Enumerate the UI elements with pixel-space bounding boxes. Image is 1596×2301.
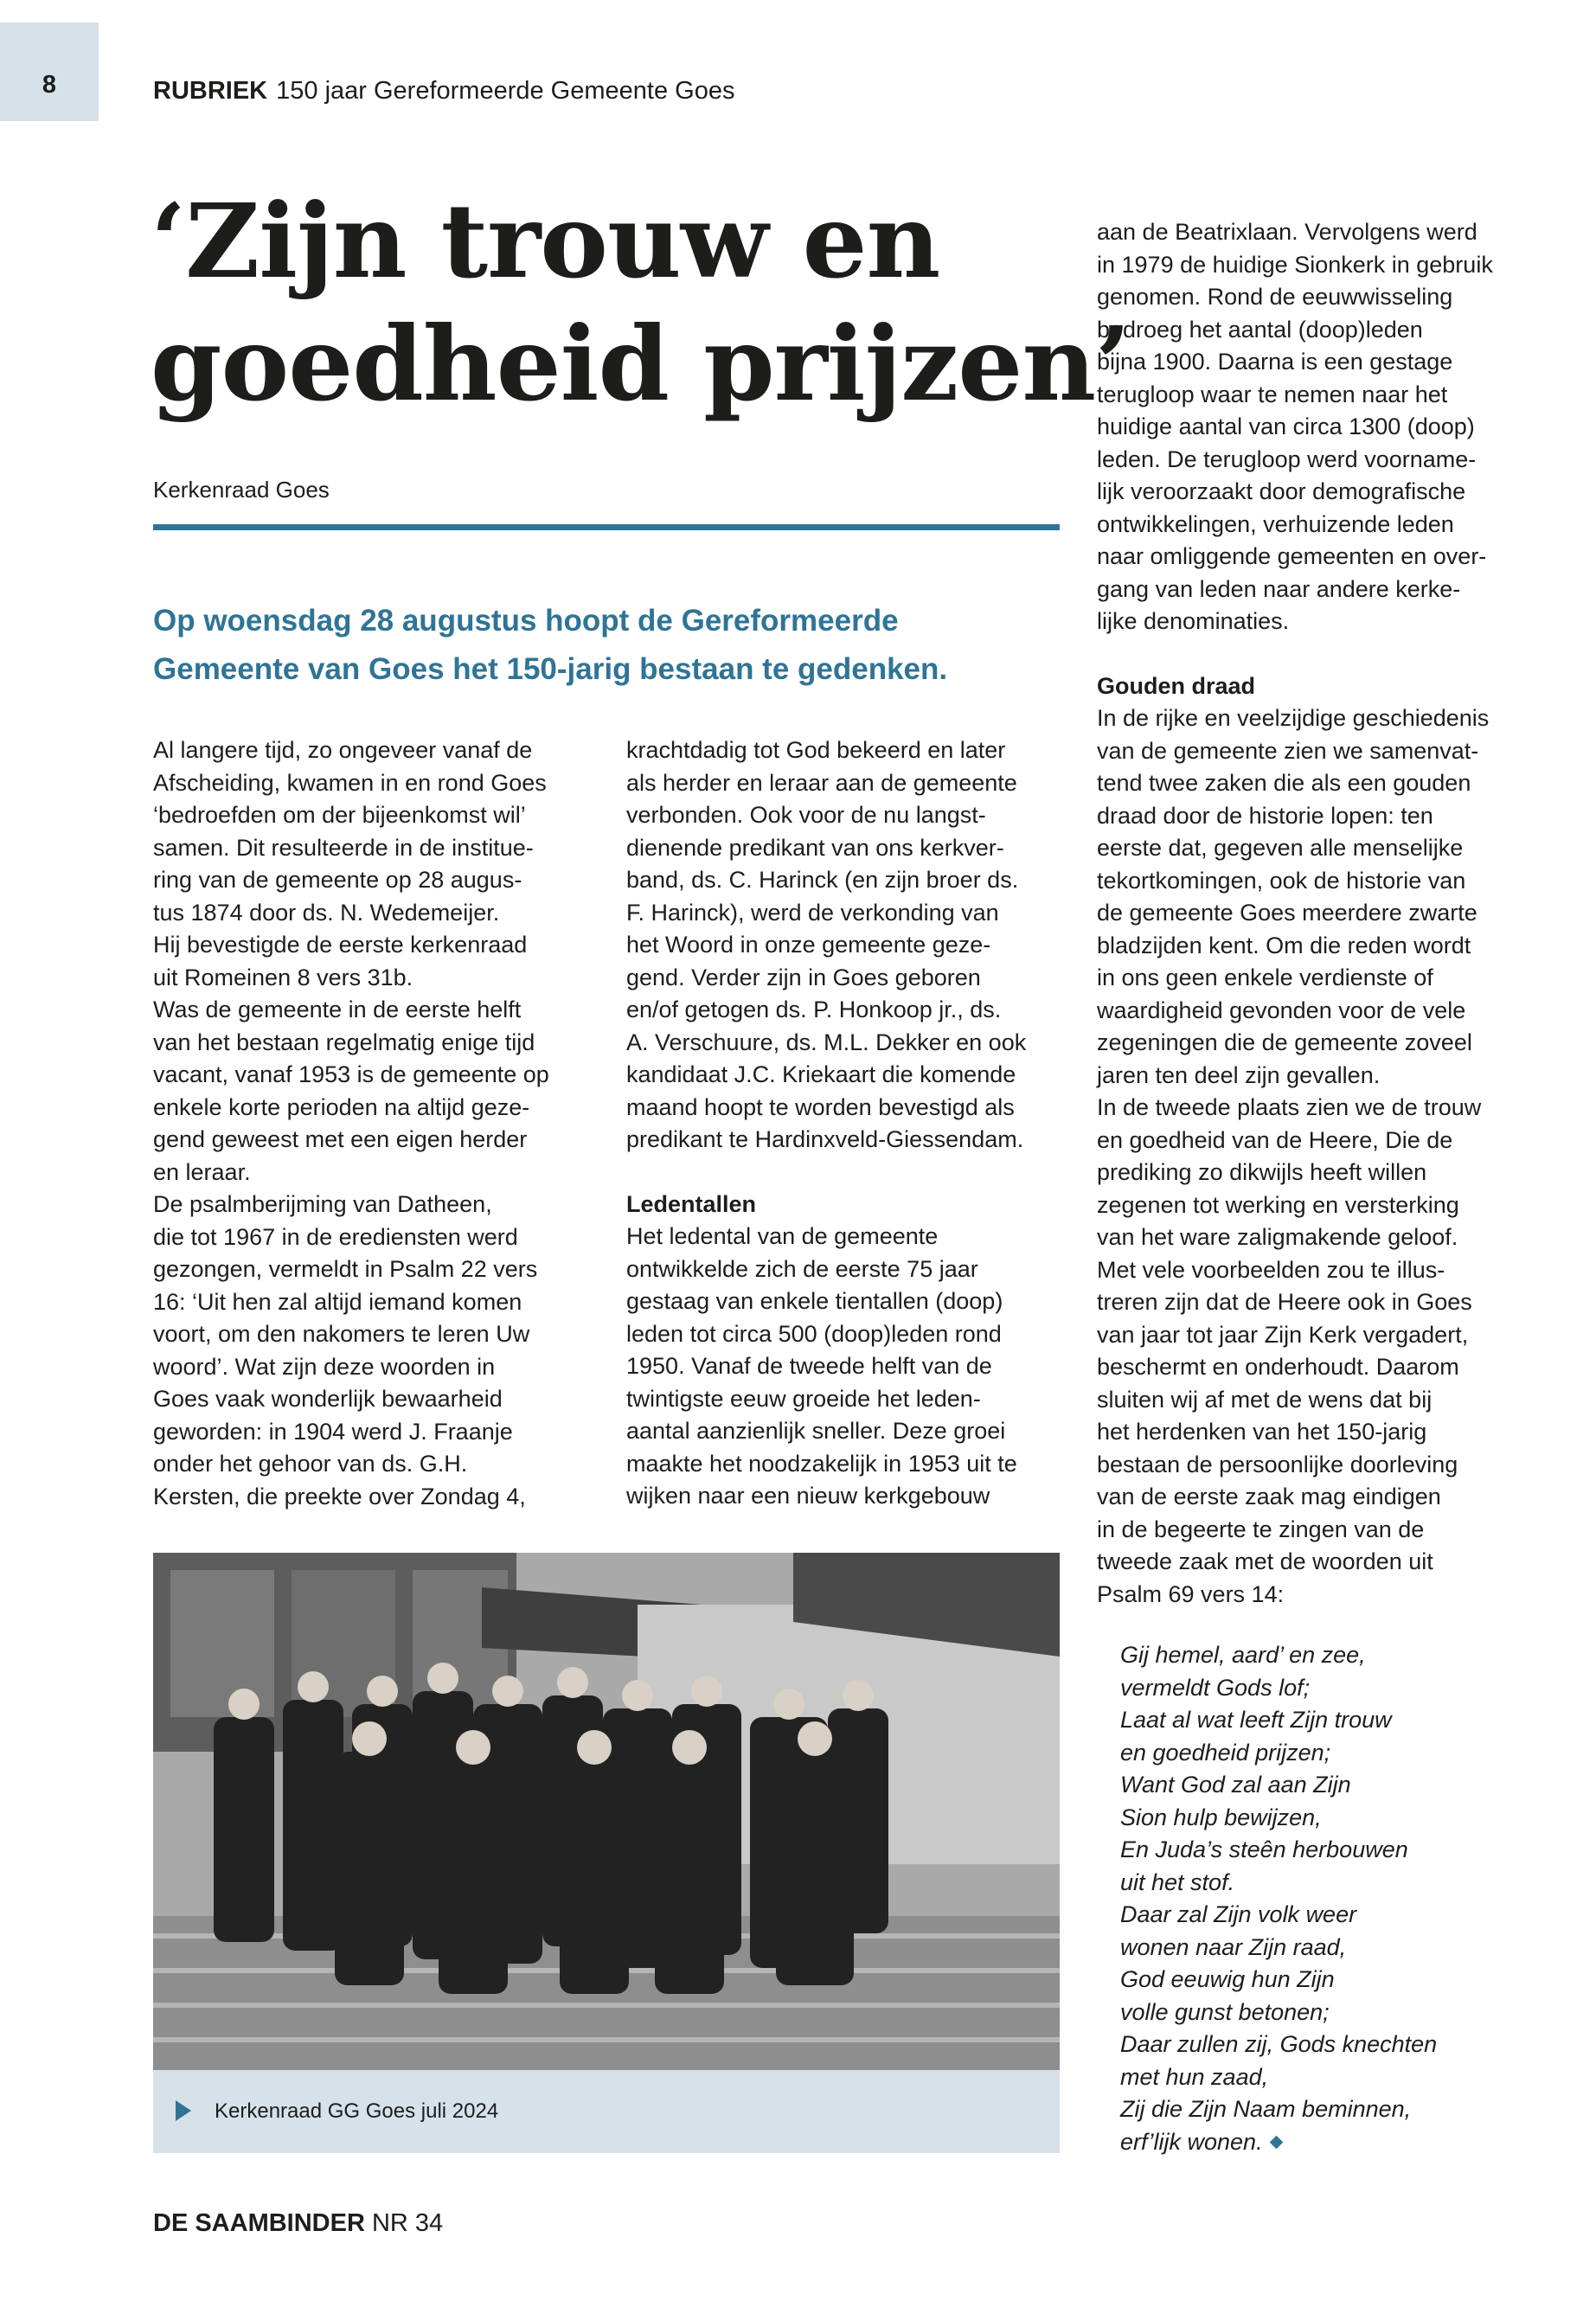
text-line: gezongen, vermeldt in Psalm 22 vers bbox=[153, 1256, 538, 1282]
text-line: God eeuwig hun Zijn bbox=[1120, 1966, 1335, 1992]
text-line: eerste dat, gegeven alle menselijke bbox=[1097, 835, 1464, 861]
section-label: RUBRIEK bbox=[153, 77, 268, 105]
photo-caption: Kerkenraad GG Goes juli 2024 bbox=[215, 2099, 499, 2123]
text-line: onder het gehoor van ds. G.H. bbox=[153, 1451, 468, 1477]
text-line: gend geweest met een eigen herder bbox=[153, 1126, 528, 1152]
text-line: van het ware zaligmakende geloof. bbox=[1097, 1224, 1458, 1250]
text-line: ontwikkelde zich de eerste 75 jaar bbox=[626, 1255, 978, 1282]
text-line: predikant te Hardinxveld-Giessendam. bbox=[626, 1126, 1024, 1152]
group-photo bbox=[153, 1553, 1060, 2070]
text-line: Was de gemeente in de eerste helft bbox=[153, 997, 522, 1022]
text-line: lijke denominaties. bbox=[1097, 608, 1290, 634]
text-line: F. Harinck), werd de verkonding van bbox=[626, 899, 999, 926]
footer bbox=[153, 2208, 443, 2238]
text-line: het Woord in onze gemeente geze- bbox=[626, 932, 991, 958]
text-line: woord’. Wat zijn deze woorden in bbox=[153, 1353, 496, 1380]
text-line: kandidaat J.C. Kriekaart die komende bbox=[626, 1061, 1016, 1087]
text-line: gestaag van enkele tientallen (doop) bbox=[626, 1288, 1003, 1314]
text-line: Psalm 69 vers 14: bbox=[1097, 1580, 1285, 1607]
subheading-gouden-draad: Gouden draad bbox=[1097, 672, 1256, 699]
issue-number: NR 34 bbox=[371, 2209, 444, 2237]
text-line: bijna 1900. Daarna is een gestage bbox=[1097, 349, 1453, 375]
psalm-quote bbox=[1120, 1639, 1570, 2158]
text-line: waardigheid gevonden voor de vele bbox=[1097, 997, 1466, 1023]
text-line: terugloop waar te nemen naar het bbox=[1097, 381, 1448, 407]
caption-arrow-icon bbox=[176, 2100, 191, 2121]
text-line: leden tot circa 500 (doop)leden rond bbox=[626, 1320, 1002, 1347]
text-line: de gemeente Goes meerdere zwarte bbox=[1097, 900, 1477, 926]
text-line: huidige aantal van circa 1300 (doop) bbox=[1097, 413, 1475, 439]
text-line: die tot 1967 in de erediensten werd bbox=[153, 1223, 518, 1250]
section-title: 150 jaar Gereformeerde Gemeente Goes bbox=[276, 77, 735, 105]
text-line: in ons geen enkele verdienste of bbox=[1097, 965, 1433, 990]
text-line: prediking zo dikwijls heeft willen bbox=[1097, 1159, 1427, 1185]
end-marker-icon bbox=[1269, 2135, 1283, 2149]
paragraph-gap bbox=[626, 1157, 1076, 1189]
text-line: band, ds. C. Harinck (en zijn broer ds. bbox=[626, 867, 1019, 893]
article-author: Kerkenraad Goes bbox=[153, 477, 330, 503]
text-line: sluiten wij af met de wens dat bij bbox=[1097, 1386, 1433, 1413]
lead-line: Gemeente van Goes het 150-jarig bestaan te gedenken. bbox=[153, 652, 948, 686]
text-line: Hij bevestigde de eerste kerkenraad bbox=[153, 932, 528, 958]
text-line: verbonden. Ook voor de nu langst- bbox=[626, 802, 986, 828]
text-line: van jaar tot jaar Zijn Kerk vergadert, bbox=[1097, 1321, 1469, 1348]
text-line: In de tweede plaats zien we de trouw bbox=[1097, 1094, 1482, 1120]
text-line: Daar zullen zij, Gods knechten bbox=[1120, 2031, 1438, 2057]
text-line: uit Romeinen 8 vers 31b. bbox=[153, 964, 413, 990]
text-line: ‘bedroefden om der bijeenkomst wil’ bbox=[153, 802, 526, 828]
text-column-3 bbox=[1097, 216, 1547, 1611]
text-line: wijken naar een nieuw kerkgebouw bbox=[626, 1483, 990, 1509]
article-lead bbox=[153, 597, 1070, 694]
column3-intro bbox=[1097, 216, 1547, 638]
text-line: van de eerste zaak mag eindigen bbox=[1097, 1484, 1441, 1509]
text-line: lijk veroorzaakt door demografische bbox=[1097, 478, 1466, 504]
text-line: voort, om den nakomers te leren Uw bbox=[153, 1321, 530, 1347]
text-line: erf’lijk wonen. bbox=[1120, 2126, 1570, 2159]
text-line: Afscheiding, kwamen in en rond Goes bbox=[153, 769, 547, 796]
text-line: maand hoopt te worden bevestigd als bbox=[626, 1093, 1015, 1120]
group-photo-illustration bbox=[153, 1553, 1060, 2070]
text-line: Daar zal Zijn volk weer bbox=[1120, 1901, 1357, 1927]
text-line: Goes vaak wonderlijk bewaarheid bbox=[153, 1386, 503, 1412]
text-line: Met vele voorbeelden zou te illus- bbox=[1097, 1256, 1445, 1283]
column2-ledentallen bbox=[626, 1221, 1076, 1513]
text-line: als herder en leraar aan de gemeente bbox=[626, 769, 1017, 796]
magazine-name: DE SAAMBINDER bbox=[153, 2209, 365, 2237]
text-line: A. Verschuure, ds. M.L. Dekker en ook bbox=[626, 1029, 1027, 1055]
text-line: en/of getogen ds. P. Honkoop jr., ds. bbox=[626, 997, 1002, 1022]
text-line: bedroeg het aantal (doop)leden bbox=[1097, 316, 1423, 343]
text-line: uit het stof. bbox=[1120, 1868, 1235, 1895]
article-title bbox=[151, 180, 1131, 426]
title-divider bbox=[153, 524, 1060, 530]
text-line: maakte het noodzakelijk in 1953 uit te bbox=[626, 1450, 1017, 1477]
text-line: Al langere tijd, zo ongeveer vanaf de bbox=[153, 737, 533, 763]
text-line: tend twee zaken die als een gouden bbox=[1097, 770, 1471, 796]
text-line: De psalmberijming van Datheen, bbox=[153, 1191, 492, 1217]
text-column-2 bbox=[626, 734, 1076, 1513]
section-header bbox=[153, 76, 734, 106]
text-line: volle gunst betonen; bbox=[1120, 1998, 1330, 2025]
text-line: vermeldt Gods lof; bbox=[1120, 1674, 1311, 1701]
text-line: en goedheid prijzen; bbox=[1120, 1739, 1331, 1766]
text-line: twintigste eeuw groeide het leden- bbox=[626, 1385, 981, 1412]
text-line: jaren ten deel zijn gevallen. bbox=[1097, 1061, 1381, 1088]
column3-gouden-draad bbox=[1097, 702, 1547, 1611]
text-line: dienende predikant van ons kerkver- bbox=[626, 834, 1004, 861]
text-line: gang van leden naar andere kerke- bbox=[1097, 575, 1461, 602]
text-line: Kersten, die preekte over Zondag 4, bbox=[153, 1483, 526, 1509]
text-line: wonen naar Zijn raad, bbox=[1120, 1933, 1347, 1960]
text-line: van de gemeente zien we samenvat- bbox=[1097, 737, 1479, 764]
text-line: Want God zal aan Zijn bbox=[1120, 1772, 1351, 1798]
text-line: en goedheid van de Heere, Die de bbox=[1097, 1126, 1453, 1153]
text-line: bestaan de persoonlijke doorleving bbox=[1097, 1451, 1458, 1477]
title-line: goedheid prijzen’ bbox=[151, 304, 1131, 424]
text-line: ring van de gemeente op 28 augus- bbox=[153, 867, 522, 893]
text-line: genomen. Rond de eeuwwisseling bbox=[1097, 284, 1453, 310]
text-line: vacant, vanaf 1953 is de gemeente op bbox=[153, 1061, 549, 1087]
text-line: 16: ‘Uit hen zal altijd iemand komen bbox=[153, 1288, 522, 1315]
text-line: tweede zaak met de woorden uit bbox=[1097, 1548, 1433, 1574]
text-line: naar omliggende gemeenten en over- bbox=[1097, 543, 1487, 569]
paragraph-gap bbox=[1097, 638, 1547, 670]
text-line: In de rijke en veelzijdige geschiedenis bbox=[1097, 705, 1490, 731]
text-line: Zij die Zijn Naam beminnen, bbox=[1120, 2096, 1412, 2122]
text-line: tekortkomingen, ook de historie van bbox=[1097, 867, 1466, 894]
text-line: geworden: in 1904 werd J. Fraanje bbox=[153, 1418, 513, 1445]
text-line: zegeningen die de gemeente zoveel bbox=[1097, 1029, 1472, 1055]
text-line: ontwikkelingen, verhuizende leden bbox=[1097, 510, 1454, 537]
text-line: Laat al wat leeft Zijn trouw bbox=[1120, 1707, 1392, 1733]
text-line: leden. De terugloop werd voorname- bbox=[1097, 445, 1477, 472]
text-line: draad door de historie lopen: ten bbox=[1097, 802, 1433, 829]
text-line: Gij hemel, aard’ en zee, bbox=[1120, 1642, 1366, 1668]
text-line: Het ledental van de gemeente bbox=[626, 1223, 939, 1249]
text-line: en leraar. bbox=[153, 1158, 251, 1185]
text-line: van het bestaan regelmatig enige tijd bbox=[153, 1029, 535, 1055]
text-line: krachtdadig tot God bekeerd en later bbox=[626, 737, 1006, 763]
lead-line: Op woensdag 28 augustus hoopt de Gereformeerde bbox=[153, 604, 899, 638]
title-line: ‘Zijn trouw en bbox=[151, 181, 940, 301]
text-line: Sion hulp bewijzen, bbox=[1120, 1804, 1322, 1830]
text-line: enkele korte perioden na altijd geze- bbox=[153, 1093, 530, 1120]
text-line: aantal aanzienlijk sneller. Deze groei bbox=[626, 1418, 1006, 1444]
text-line: bladzijden kent. Om die reden wordt bbox=[1097, 932, 1471, 958]
text-line: met hun zaad, bbox=[1120, 2063, 1269, 2090]
text-line: gend. Verder zijn in Goes geboren bbox=[626, 964, 981, 990]
text-line: aan de Beatrixlaan. Vervolgens werd bbox=[1097, 219, 1477, 245]
text-line: treren zijn dat de Heere ook in Goes bbox=[1097, 1289, 1472, 1315]
text-line: beschermt en onderhoudt. Daarom bbox=[1097, 1354, 1459, 1380]
text-line: tus 1874 door ds. N. Wedemeijer. bbox=[153, 899, 500, 926]
text-line: zegenen tot werking en versterking bbox=[1097, 1191, 1459, 1218]
text-line: in 1979 de huidige Sionkerk in gebruik bbox=[1097, 251, 1493, 278]
text-line: samen. Dit resulteerde in de institue- bbox=[153, 834, 534, 861]
text-line: in de begeerte te zingen van de bbox=[1097, 1516, 1425, 1542]
text-line: En Juda’s steên herbouwen bbox=[1120, 1836, 1408, 1862]
text-column-1 bbox=[153, 734, 603, 1513]
subheading-ledentallen: Ledentallen bbox=[626, 1190, 757, 1217]
text-line: het herdenken van het 150-jarig bbox=[1097, 1419, 1427, 1445]
column2-intro bbox=[626, 734, 1076, 1157]
page-number: 8 bbox=[42, 71, 57, 99]
text-line: 1950. Vanaf de tweede helft van de bbox=[626, 1353, 992, 1379]
